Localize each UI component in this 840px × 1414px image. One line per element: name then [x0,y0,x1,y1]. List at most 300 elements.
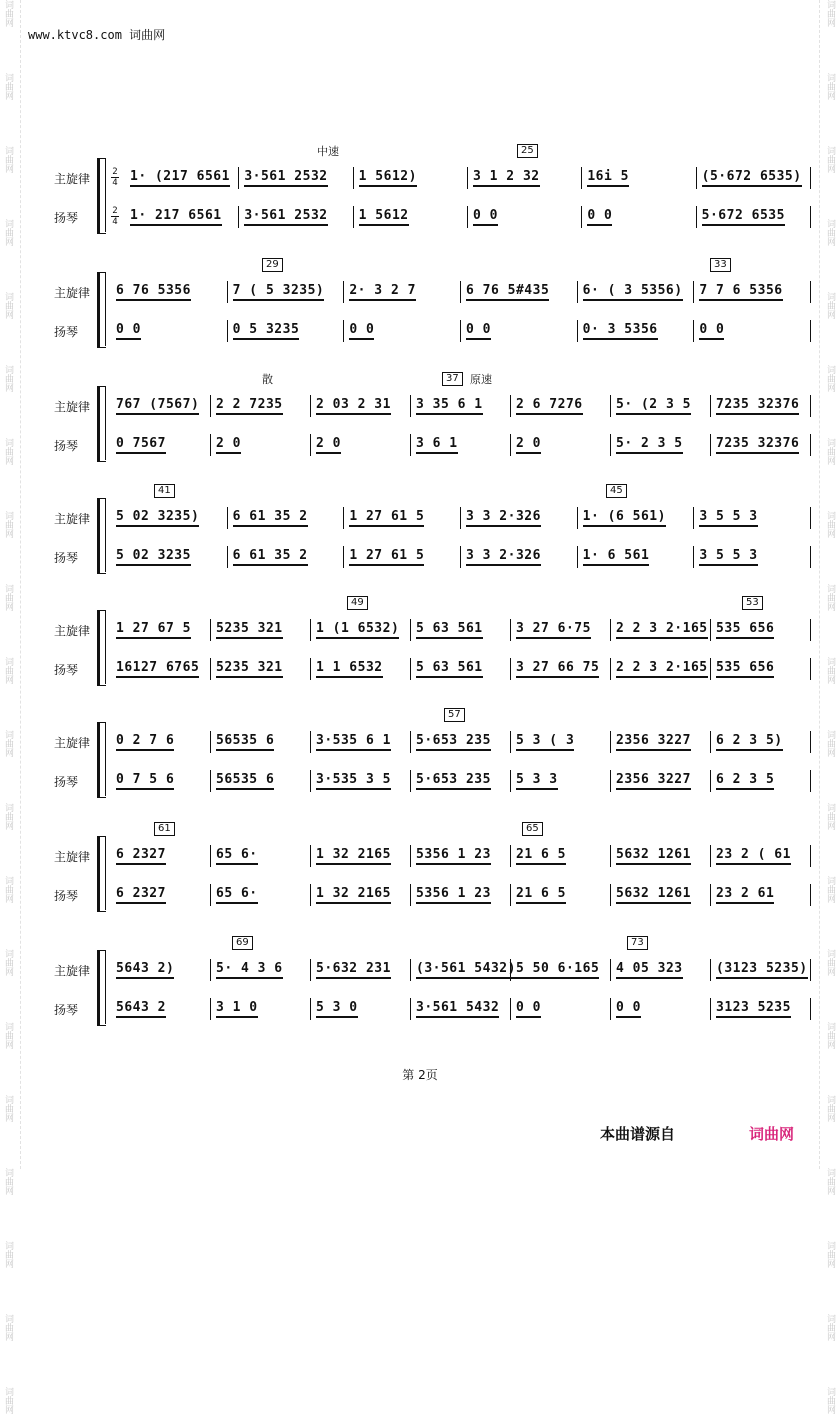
footer-source-text: 本曲谱源自 [600,1125,676,1143]
measure [512,395,611,417]
measure-notes: 3·561 2532 [244,208,327,226]
measure [612,770,711,792]
watermark-text: 词曲网 [825,657,835,684]
watermark-text: 词曲网 [3,511,13,538]
measure-notes: 0 0 [349,322,374,340]
watermark-text: 词曲网 [3,146,13,173]
measure [612,731,711,753]
measure [712,959,811,981]
measure [229,320,345,342]
measure [412,395,511,417]
measure [112,619,211,641]
measure [112,998,211,1020]
tempo-marking: 原速 [470,373,492,386]
watermark-left [2,0,16,1414]
measure-notes: 5632 1261 [616,847,691,865]
measure-notes: 5 50 6·165 [516,961,599,979]
watermark-text: 词曲网 [3,803,13,830]
staff-top [112,619,812,641]
measure [212,434,311,456]
measure-number: 45 [606,484,627,498]
measure-notes: 65 6· [216,886,258,904]
measure [126,167,239,189]
measure-notes: 2 0 [216,436,241,454]
watermark-text: 词曲网 [825,73,835,100]
measure-notes: 3 5 5 3 [699,509,757,527]
measure [112,770,211,792]
measure [240,167,353,189]
watermark-text: 词曲网 [825,1168,835,1195]
measure-number: 65 [522,822,543,836]
measure [512,884,611,906]
score-system [50,485,770,572]
watermark-text: 词曲网 [825,949,835,976]
measure [312,731,411,753]
measure-notes: 535 656 [716,621,774,639]
measure [712,395,811,417]
measure-notes: 1 27 61 5 [349,548,424,566]
measure-notes: 1 32 2165 [316,847,391,865]
measure-notes: 0 2 7 6 [116,733,174,751]
watermark-text: 词曲网 [825,803,835,830]
measure [112,507,228,529]
watermark-text: 词曲网 [3,438,13,465]
measure [355,167,468,189]
staff-bottom [112,434,812,456]
system-barline-start [105,950,106,1024]
measure [612,658,711,680]
measure-notes: 1 27 61 5 [349,509,424,527]
measure [212,658,311,680]
measure [579,320,695,342]
measure [612,619,711,641]
staff-top [112,167,812,189]
part-label-bottom: 扬琴 [54,1003,79,1017]
measure-notes: 6 61 35 2 [233,548,308,566]
measure-notes: 2 0 [316,436,341,454]
system-barline-start [105,498,106,572]
watermark-text: 词曲网 [825,730,835,757]
measure [312,845,411,867]
time-signature [110,167,120,188]
measure [212,731,311,753]
measure [469,167,582,189]
measure [695,546,811,568]
measure-notes: 5 3 0 [316,1000,358,1018]
measure [712,884,811,906]
measure [412,959,516,981]
part-label-top: 主旋律 [54,624,91,638]
watermark-text: 词曲网 [3,1022,13,1049]
measure [112,845,211,867]
system-barline-start [105,158,106,232]
staff-top [112,731,812,753]
measure-notes: 2 0 [516,436,541,454]
watermark-text: 词曲网 [825,219,835,246]
measure-notes: 6 2327 [116,886,166,904]
measure-notes: 5356 1 23 [416,886,491,904]
measure [312,434,411,456]
measure [212,845,311,867]
measure [229,546,345,568]
watermark-text: 词曲网 [825,438,835,465]
part-label-top: 主旋律 [54,512,91,526]
measure-notes: 5235 321 [216,660,283,678]
measure [112,320,228,342]
measure [312,395,411,417]
system-barline-start [105,610,106,684]
measure [695,320,811,342]
measure [462,281,578,303]
part-label-top: 主旋律 [54,400,91,414]
measure-notes: 6 76 5#435 [466,283,549,301]
measure-notes: 3·535 6 1 [316,733,391,751]
measure [695,281,811,303]
measure [240,206,353,228]
part-label-bottom: 扬琴 [54,325,79,339]
watermark-right [824,0,838,1414]
part-label-bottom: 扬琴 [54,889,79,903]
measure-notes: 3 1 2 32 [473,169,540,187]
measure-notes: 2 6 7276 [516,397,583,415]
staff-top [112,845,812,867]
score-system [50,145,802,232]
part-label-bottom: 扬琴 [54,439,79,453]
measure [112,281,228,303]
measure [462,546,578,568]
measure-notes: 3·561 5432 [416,1000,499,1018]
staff-bottom [112,884,812,906]
system-barline-start [105,386,106,460]
measure-notes: 5·653 235 [416,772,491,790]
measure [112,395,211,417]
watermark-text: 词曲网 [3,1168,13,1195]
measure-notes: 1 32 2165 [316,886,391,904]
measure [712,731,811,753]
measure-notes: 56535 6 [216,772,274,790]
measure [312,619,411,641]
measure-notes: 0 0 [466,322,491,340]
tempo-marking: 散 [262,373,273,386]
measure [579,546,695,568]
measure-notes: 5643 2 [116,1000,166,1018]
measure-notes: 3·561 2532 [244,169,327,187]
measure [355,206,468,228]
measure [312,770,411,792]
measure-notes: 2 2 7235 [216,397,283,415]
measure [469,206,582,228]
measure-notes: 767 (7567) [116,397,199,415]
measure [512,959,611,981]
staff-bottom [112,206,812,228]
measure-notes: 1 (1 6532) [316,621,399,639]
measure [579,281,695,303]
measure-notes: 5356 1 23 [416,847,491,865]
part-label-top: 主旋律 [54,736,91,750]
measure-number: 53 [742,596,763,610]
watermark-text: 词曲网 [3,292,13,319]
site-name: 词曲网 [129,28,166,42]
measure-notes: 6· ( 3 5356) [583,283,683,301]
measure-notes: 7235 32376 [716,436,799,454]
measure-notes: 0 0 [116,322,141,340]
watermark-text: 词曲网 [3,876,13,903]
measure [512,770,611,792]
measure [112,546,228,568]
measure-notes: 23 2 61 [716,886,774,904]
measure-notes: 0 0 [516,1000,541,1018]
measure [212,959,311,981]
measure-notes: 5643 2) [116,961,174,979]
margin-divider-left [20,0,21,1169]
watermark-text: 词曲网 [825,292,835,319]
measure-notes: 0 0 [587,208,612,226]
measure-number: 69 [232,936,253,950]
watermark-text: 词曲网 [825,1241,835,1268]
measure [579,507,695,529]
measure [345,507,461,529]
measure-notes: 21 6 5 [516,886,566,904]
measure-notes: 3·535 3 5 [316,772,391,790]
measure [512,998,611,1020]
watermark-text: 词曲网 [825,0,835,27]
measure-notes: 6 61 35 2 [233,509,308,527]
time-signature [110,206,120,227]
measure-notes: 16i 5 [587,169,629,187]
time-signature-denominator: 4 [112,217,118,227]
watermark-text: 词曲网 [3,1314,13,1341]
measure [712,619,811,641]
measure-notes: 7235 32376 [716,397,799,415]
measure-notes: 0 7567 [116,436,166,454]
measure [512,731,611,753]
measure-notes: (3123 5235) [716,961,808,979]
measure [712,770,811,792]
measure-notes: (3·561 5432) [416,961,516,979]
measure-notes: 5·653 235 [416,733,491,751]
system-barline-start [105,836,106,910]
measure-number: 49 [347,596,368,610]
watermark-text: 词曲网 [825,511,835,538]
measure [612,434,711,456]
measure-notes: 2 2 3 2·165 [616,660,708,678]
measure-notes: 3 6 1 [416,436,458,454]
measure-notes: 3123 5235 [716,1000,791,1018]
measure-notes: 5·632 231 [316,961,391,979]
measure-notes: 1· (217 6561 [130,169,230,187]
staff-bottom [112,658,812,680]
measure [695,507,811,529]
watermark-text: 词曲网 [825,876,835,903]
part-label-bottom: 扬琴 [54,775,79,789]
measure [212,884,311,906]
measure [312,998,411,1020]
measure-notes: 16127 6765 [116,660,199,678]
measure-notes: (5·672 6535) [702,169,802,187]
measure [462,507,578,529]
measure-notes: 5 63 561 [416,660,483,678]
measure-notes: 6 76 5356 [116,283,191,301]
measure-notes: 2 2 3 2·165 [616,621,708,639]
measure-notes: 6 2 3 5 [716,772,774,790]
measure-number: 25 [517,144,538,158]
measure-notes: 2· 3 2 7 [349,283,416,301]
measure [112,731,211,753]
measure [612,959,711,981]
score-system [50,937,808,1024]
measure-number: 41 [154,484,175,498]
measure-notes: 2356 3227 [616,733,691,751]
score-system [50,597,775,684]
part-label-top: 主旋律 [54,850,91,864]
measure-notes: 5235 321 [216,621,283,639]
measure [229,281,345,303]
measure-notes: 23 2 ( 61 [716,847,791,865]
measure [345,281,461,303]
measure-notes: 0 0 [616,1000,641,1018]
measure-notes: 0· 3 5356 [583,322,658,340]
measure [612,884,711,906]
staff-bottom [112,770,812,792]
measure [229,507,345,529]
watermark-text: 词曲网 [825,1314,835,1341]
part-label-top: 主旋律 [54,286,91,300]
measure-notes: 0 0 [473,208,498,226]
measure-notes: 5 63 561 [416,621,483,639]
watermark-text: 词曲网 [3,1241,13,1268]
part-label-top: 主旋律 [54,172,91,186]
measure [412,884,511,906]
measure-notes: 6 2 3 5) [716,733,783,751]
watermark-text: 词曲网 [3,73,13,100]
measure [412,731,511,753]
staff-top [112,959,812,981]
measure [612,845,711,867]
measure [412,658,511,680]
measure [312,884,411,906]
watermark-text: 词曲网 [3,1095,13,1122]
measure [712,658,811,680]
watermark-text: 词曲网 [825,1387,835,1414]
staff-top [112,507,812,529]
measure-number: 33 [710,258,731,272]
measure [412,434,511,456]
measure [212,619,311,641]
measure-notes: 1 5612) [359,169,417,187]
measure [212,770,311,792]
system-barline-start [105,272,106,346]
staff-bottom [112,320,812,342]
measure [312,959,411,981]
measure-notes: 3 3 2·326 [466,509,541,527]
measure [212,395,311,417]
staff-bottom [112,546,812,568]
margin-divider-right [819,0,820,1169]
watermark-text: 词曲网 [825,1022,835,1049]
measure-notes: 3 5 5 3 [699,548,757,566]
footer-brand-link[interactable]: 词曲网 [749,1125,795,1143]
measure [126,206,239,228]
measure [212,998,311,1020]
measure [112,884,211,906]
measure-notes: 3 35 6 1 [416,397,483,415]
measure [512,619,611,641]
score-system [50,823,791,910]
measure-notes: 535 656 [716,660,774,678]
measure [712,845,811,867]
watermark-text: 词曲网 [825,584,835,611]
measure-number: 61 [154,822,175,836]
measure-notes: 1· 217 6561 [130,208,222,226]
measure [412,619,511,641]
measure-number: 29 [262,258,283,272]
page-number: 第 2页 [402,1068,438,1082]
measure-notes: 1 5612 [359,208,409,226]
measure-notes: 3 3 2·326 [466,548,541,566]
measure-notes: 5 3 3 [516,772,558,790]
measure [312,658,411,680]
watermark-text: 词曲网 [3,730,13,757]
measure [462,320,578,342]
part-label-bottom: 扬琴 [54,551,79,565]
measure [112,658,211,680]
score-system [50,373,800,460]
time-signature-denominator: 4 [112,178,118,188]
part-label-top: 主旋律 [54,964,91,978]
measure-notes: 1· (6 561) [583,509,666,527]
score-system [50,259,783,346]
tempo-marking: 中速 [317,145,339,158]
measure-notes: 2356 3227 [616,772,691,790]
measure-number: 73 [627,936,648,950]
measure [698,167,811,189]
watermark-text: 词曲网 [825,1095,835,1122]
measure [612,395,711,417]
measure-notes: 56535 6 [216,733,274,751]
measure [412,845,511,867]
measure-notes: 2 03 2 31 [316,397,391,415]
measure-notes: 5· 2 3 5 [616,436,683,454]
staff-bottom [112,998,812,1020]
measure-notes: 4 05 323 [616,961,683,979]
measure-notes: 7 ( 5 3235) [233,283,325,301]
watermark-text: 词曲网 [3,657,13,684]
measure [412,770,511,792]
measure-notes: 3 1 0 [216,1000,258,1018]
measure-notes: 5 02 3235 [116,548,191,566]
measure [345,546,461,568]
watermark-text: 词曲网 [3,584,13,611]
measure-number: 57 [444,708,465,722]
measure [512,434,611,456]
measure-notes: 21 6 5 [516,847,566,865]
measure-notes: 0 7 5 6 [116,772,174,790]
measure [698,206,811,228]
watermark-text: 词曲网 [3,219,13,246]
watermark-text: 词曲网 [3,1387,13,1414]
measure [612,998,711,1020]
measure [583,167,696,189]
measure-notes: 7 7 6 5356 [699,283,782,301]
measure-notes: 5·672 6535 [702,208,785,226]
measure [512,845,611,867]
site-url[interactable]: www.ktvc8.com [28,28,122,42]
measure-notes: 0 0 [699,322,724,340]
measure-notes: 6 2327 [116,847,166,865]
part-label-bottom: 扬琴 [54,211,79,225]
watermark-text: 词曲网 [3,365,13,392]
watermark-text: 词曲网 [825,365,835,392]
